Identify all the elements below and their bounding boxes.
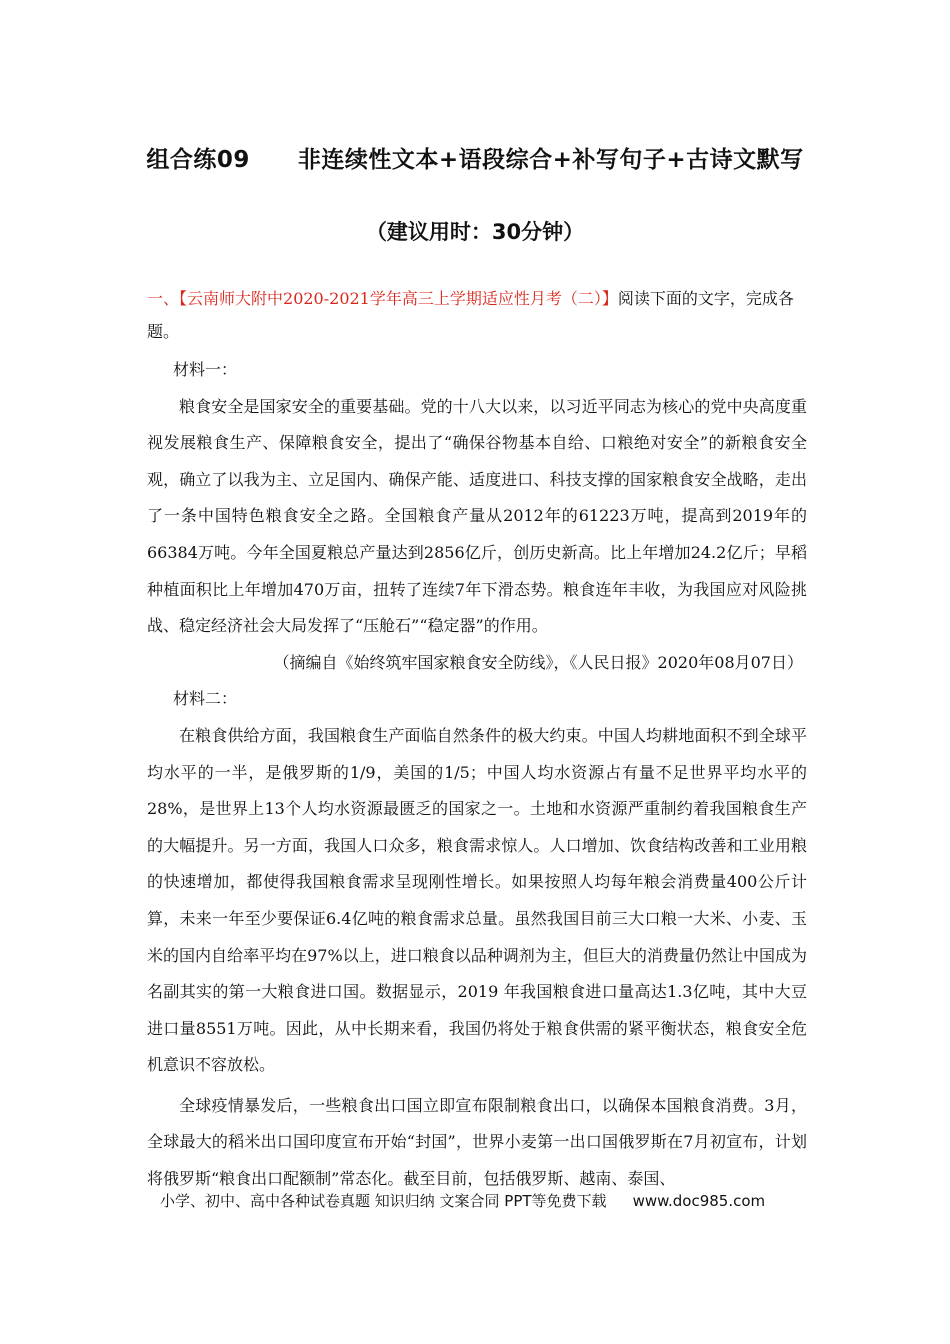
- question-number: 一、: [147, 289, 180, 308]
- material2-paragraph-2: 全球疫情暴发后，一些粮食出口国立即宣布限制粮食出口，以确保本国粮食消费。3月，全球最大的稻米出口国印度宣布开始“封国”，世界小麦第一出口国俄罗斯在7月初宣布，计划将俄罗斯“粮食出口配额制”常态化。截至目前，包括俄罗斯、越南、泰国、: [147, 1095, 807, 1189]
- material2-label: 材料二：: [173, 689, 238, 709]
- document-body: [147, 282, 807, 1198]
- question-instruction: 阅读下面的文字，完成各题。: [147, 289, 794, 341]
- material2-paragraph-1: 在粮食供给方面，我国粮食生产面临自然条件的极大约束。中国人均耕地面积不到全球平均水平的一半，是俄罗斯的1/9，美国的1/5；中国人均水资源占有量不足世界平均水平的28%，是世界上13个人均水资源最匮乏的国家之一。土地和水资源严重制约着我国粮食生产的大幅提升。另一方面，我国人口众多，粮食需求惊人。人口增加、饮食结构改善和工业用粮的快速增加，都使得我国粮食需求呈现刚性增长。如果按照人均每年粮会消费量400公斤计算，未来一年至少要保证6.4亿吨的粮食需求总量。虽然我国目前三大口粮一大米、小麦、玉米的国内自给率平均在97%以上，进口粮食以品种调剂为主，但巨大的消费量仍然让中国成为名副其实的第一大粮食进口国。数据显示，2019 年我国粮食进口量高达1.3亿吨，其中大豆进口量8551万吨。因此，从中长期来看，我国仍将处于粮食供需的紧平衡状态，粮食安全危机意识不容放松。: [147, 725, 807, 1075]
- page-title: [0, 141, 950, 174]
- material1-label: 材料一：: [173, 360, 238, 379]
- title-part2: 非连续性文本+语段综合+补写句子+古诗文默写: [297, 147, 804, 173]
- title-part1: 组合练09: [146, 147, 250, 173]
- footer-url[interactable]: www.doc985.com: [632, 1192, 766, 1210]
- material1-text: 粮食安全是国家安全的重要基础。党的十八大以来，以习近平同志为核心的党中央高度重视发展粮食生产、保障粮食安全，提出了“确保谷物基本自给、口粮绝对安全”的新粮食安全观，确立了以我为主、立足国内、确保产能、适度进口、科技支撑的国家粮食安全战略，走出了一条中国特色粮食安全之路。全国粮食产量从2012年的61223万吨，提高到2019年的66384万吨。今年全国夏粮总产量达到2856亿斤，创历史新高。比上年增加24.2亿斤；早稻种植面积比上年增加470万亩，扭转了连续7年下滑态势。粮食连年丰收，为我国应对风险挑战、稳定经济社会大局发挥了“压舱石”“稳定器”的作用。: [147, 396, 807, 636]
- question-source: 【云南师大附中2020-2021学年高三上学期适应性月考（二）】: [179, 289, 618, 308]
- page-subtitle: （建议用时：30分钟）: [365, 220, 585, 244]
- material1-source: （摘编自《始终筑牢国家粮食安全防线》，《人民日报》2020年08月07日）: [273, 652, 803, 672]
- question-header: [147, 282, 807, 348]
- footer-text: 小学、初中、高中各种试卷真题 知识归纳 文案合同 PPT等免费下载: [160, 1192, 607, 1210]
- page-footer: [160, 1190, 765, 1211]
